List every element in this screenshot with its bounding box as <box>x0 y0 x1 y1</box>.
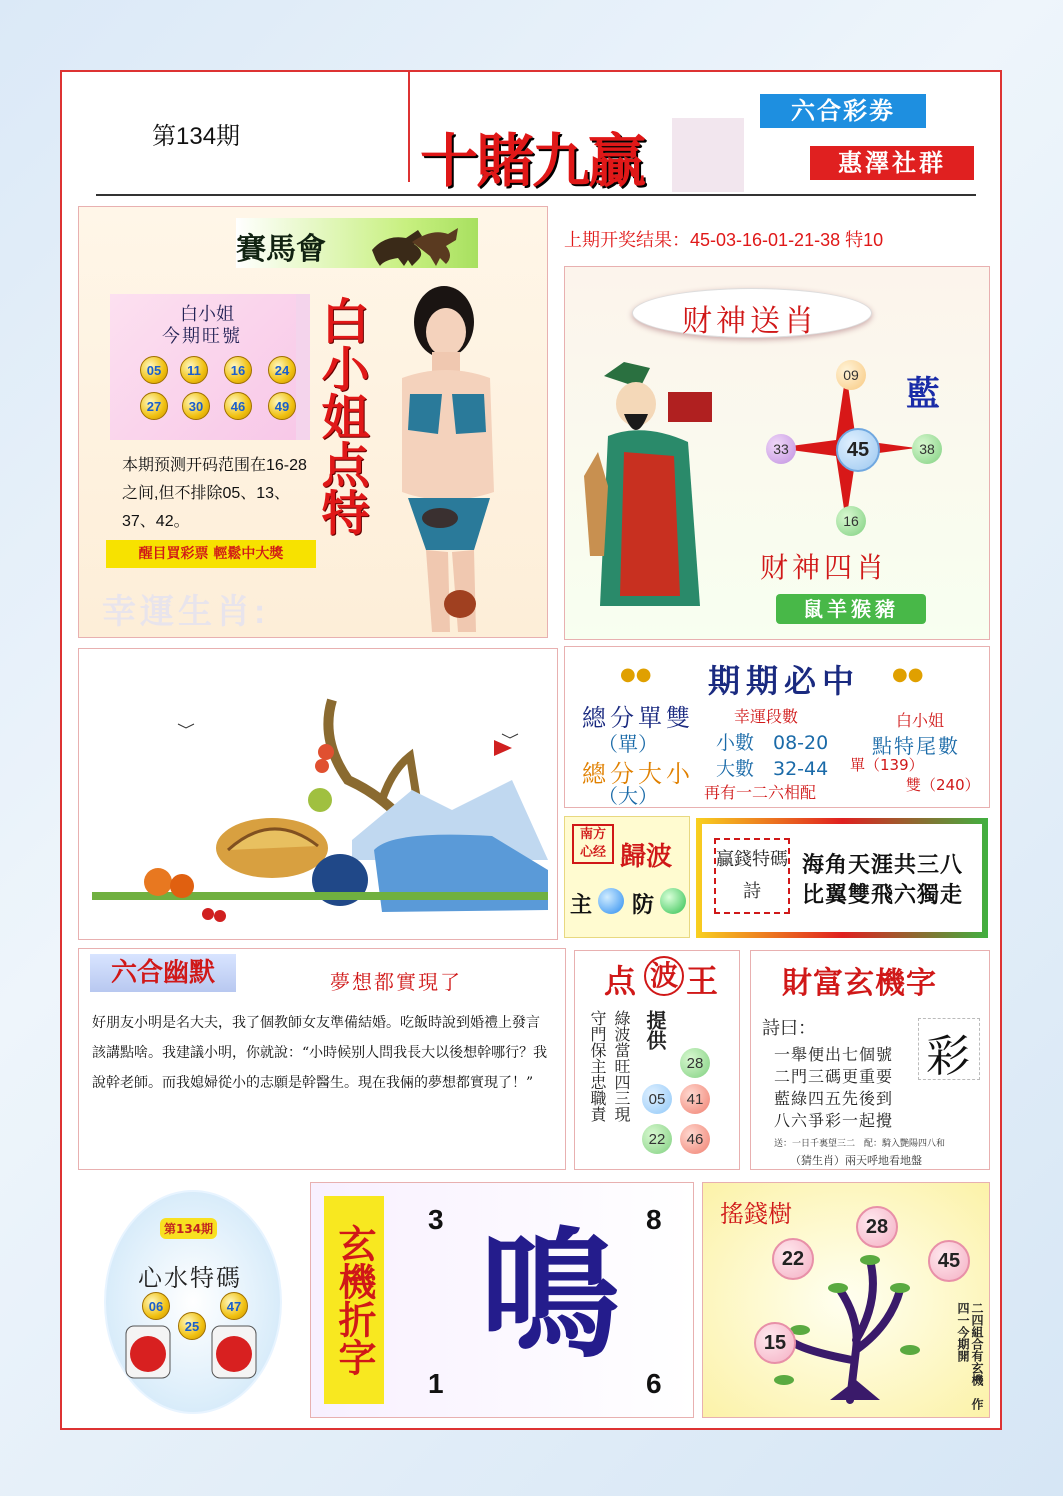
dianbo-col1: 守門保主忠職責 <box>588 1010 607 1122</box>
xuanji-n-tl: 3 <box>428 1204 444 1235</box>
xinshui-ball: 47 <box>220 1292 248 1320</box>
guibo-fang-ball <box>660 888 686 914</box>
guibo-title: 歸波 <box>620 842 673 872</box>
horse-vertical-title: 白小姐点特 <box>313 296 369 536</box>
qiqi-m4: 再有一二六相配 <box>704 783 817 802</box>
horse-banner-text: 賽馬會 <box>236 232 326 267</box>
lucky-number-ball: 27 <box>140 392 168 420</box>
tree-title: 搖錢樹 <box>720 1200 792 1228</box>
qiqi-r3: 單（139） <box>850 756 924 774</box>
lucky-card-line1: 白小姐 <box>180 304 234 325</box>
qiqi-l3: 總分大小 <box>582 760 694 788</box>
guibo-zhu-ball <box>598 888 624 914</box>
fist-icon <box>118 1320 178 1384</box>
poem-tag: 贏錢特碼詩 <box>714 838 790 914</box>
humor-text: 好朋友小明是名大夫，我了個教師女友準備結婚。吃飯時說到婚禮上發言該講點啥。我建議小明，你就說：“小時候别人問我長大以後想幹哪行？我說幹老師。而我媳婦從小的志願是幹醫生。現在我倆的夢想都實現了！” <box>92 1015 548 1091</box>
qiqi-m1: 幸運段數 <box>734 707 799 726</box>
xinshui-ball: 06 <box>142 1292 170 1320</box>
slogan-bar: 醒目買彩票 輕鬆中大獎 <box>106 540 316 568</box>
lucky-number-ball: 05 <box>140 356 168 384</box>
qiqi-m2: 小數 08-20 <box>716 732 829 754</box>
fortune-top-ball: 09 <box>836 360 866 390</box>
fortune-right-ball: 38 <box>912 434 942 464</box>
dianbo-ball: 22 <box>642 1124 672 1154</box>
lucky-number-ball: 30 <box>182 392 210 420</box>
lucky-number-ball: 11 <box>180 356 208 384</box>
model-figure-image <box>372 282 522 634</box>
guibo-fang: 防 <box>632 893 655 918</box>
qiqi-l2: （單） <box>598 732 658 756</box>
dianbo-ball: 41 <box>680 1084 710 1114</box>
coin-icon: ●● <box>892 664 924 685</box>
guibo-zhu: 主 <box>570 893 593 918</box>
qiqi-l1: 總分單雙 <box>582 704 694 732</box>
fortune-title: 财神送肖 <box>682 304 818 339</box>
caifu-line: 二門三碼更重要 <box>774 1067 894 1086</box>
qiqi-r2: 點特尾數 <box>872 734 960 758</box>
tree-ball: 22 <box>772 1238 814 1280</box>
dianbo-title-b: 波 <box>644 956 684 996</box>
qiqi-r4: 雙（240） <box>906 776 980 794</box>
dianbo-ball: 28 <box>680 1048 710 1078</box>
dianbo-title-a: 点 <box>604 962 637 1000</box>
lucky-zodiac-label: 幸運生肖: <box>102 593 270 631</box>
qiqi-title: 期期必中 <box>708 662 861 700</box>
fortune-center-ball: 45 <box>836 428 880 472</box>
header-title: 十賭九贏 <box>420 127 645 195</box>
dianbo-title-c: 王 <box>686 962 719 1000</box>
qiqi-l4: （大） <box>598 784 658 808</box>
fortune-left-ball: 33 <box>766 434 796 464</box>
fortune-color-word: 藍 <box>906 374 940 414</box>
caifu-line: 八六爭彩一起攪 <box>774 1111 894 1130</box>
humor-title: 六合幽默 <box>90 954 236 992</box>
lucky-number-ball: 24 <box>268 356 296 384</box>
xuanji-n-bl: 1 <box>428 1368 444 1399</box>
last-result: 上期开奖结果：45-03-16-01-21-38 特10 <box>564 230 884 250</box>
badge-huize: 惠澤社群 <box>810 146 974 180</box>
racehorse-icon <box>366 220 462 270</box>
tree-side-text: 二四組合有玄機 作四一今期開 <box>956 1302 984 1410</box>
humor-subtitle: 夢想都實現了 <box>330 970 462 994</box>
xuanji-n-br: 6 <box>646 1368 662 1399</box>
xinshui-title: 心水特碼 <box>138 1264 242 1292</box>
tree-ball: 28 <box>856 1206 898 1248</box>
fortune-bottom-ball: 16 <box>836 506 866 536</box>
qiqi-r1: 白小姐 <box>896 711 945 730</box>
lucky-number-ball: 46 <box>224 392 252 420</box>
tree-ball: 45 <box>928 1240 970 1282</box>
dianbo-tigong: 提供 <box>643 1010 667 1050</box>
xinshui-ball: 25 <box>178 1312 206 1340</box>
guibo-tag: 南方心经 <box>572 824 614 864</box>
xuanji-n-tr: 8 <box>646 1204 662 1235</box>
qiqi-m3: 大數 32-44 <box>716 758 829 780</box>
fortune-zodiacs: 鼠羊猴豬 <box>776 594 926 624</box>
lucky-card-line2: 今期旺號 <box>162 326 242 347</box>
badge-liuhe: 六合彩劵 <box>760 94 926 128</box>
issue-label: 第134期 <box>152 123 241 150</box>
poem-line2: 比翼雙飛六獨走 <box>802 883 964 908</box>
turtle-cartoon-image <box>92 660 548 930</box>
xinshui-issue: 第134期 <box>160 1218 217 1239</box>
caifu-char: 彩 <box>926 1031 970 1082</box>
poem-line1: 海角天涯共三八 <box>802 853 964 878</box>
dianbo-col2: 綠波當旺四三現 <box>612 1010 631 1122</box>
xuanji-title: 玄機折字 <box>324 1196 384 1404</box>
caifu-line: 藍綠四五先後到 <box>774 1089 894 1108</box>
lucky-number-ball: 49 <box>268 392 296 420</box>
tree-ball: 15 <box>754 1322 796 1364</box>
fist-icon <box>204 1320 264 1384</box>
dianbo-ball: 46 <box>680 1124 710 1154</box>
coin-icon: ●● <box>620 664 652 685</box>
caifu-shiyue: 詩曰： <box>762 1018 816 1039</box>
fortune-subtitle: 财神四肖 <box>760 551 889 584</box>
lucky-number-ball: 16 <box>224 356 252 384</box>
caifu-foot1: 送：一日千裏望三二 配：騎入艷陽四八和 <box>774 1139 946 1149</box>
dianbo-ball: 05 <box>642 1084 672 1114</box>
predict-text: 本期预测开码范围在16-28之间,但不排除05、13、37、42。 <box>122 457 307 530</box>
header-title-shade <box>672 118 744 192</box>
caifu-title: 財富玄機字 <box>782 966 937 1001</box>
caifu-foot2: （猜生肖）兩天呼地看地盤 <box>790 1154 922 1167</box>
fortune-god-figure <box>584 356 718 618</box>
header-divider <box>408 70 410 182</box>
caifu-line: 一舉便出七個號 <box>774 1045 894 1064</box>
xuanji-char: 鳴 <box>480 1215 621 1378</box>
